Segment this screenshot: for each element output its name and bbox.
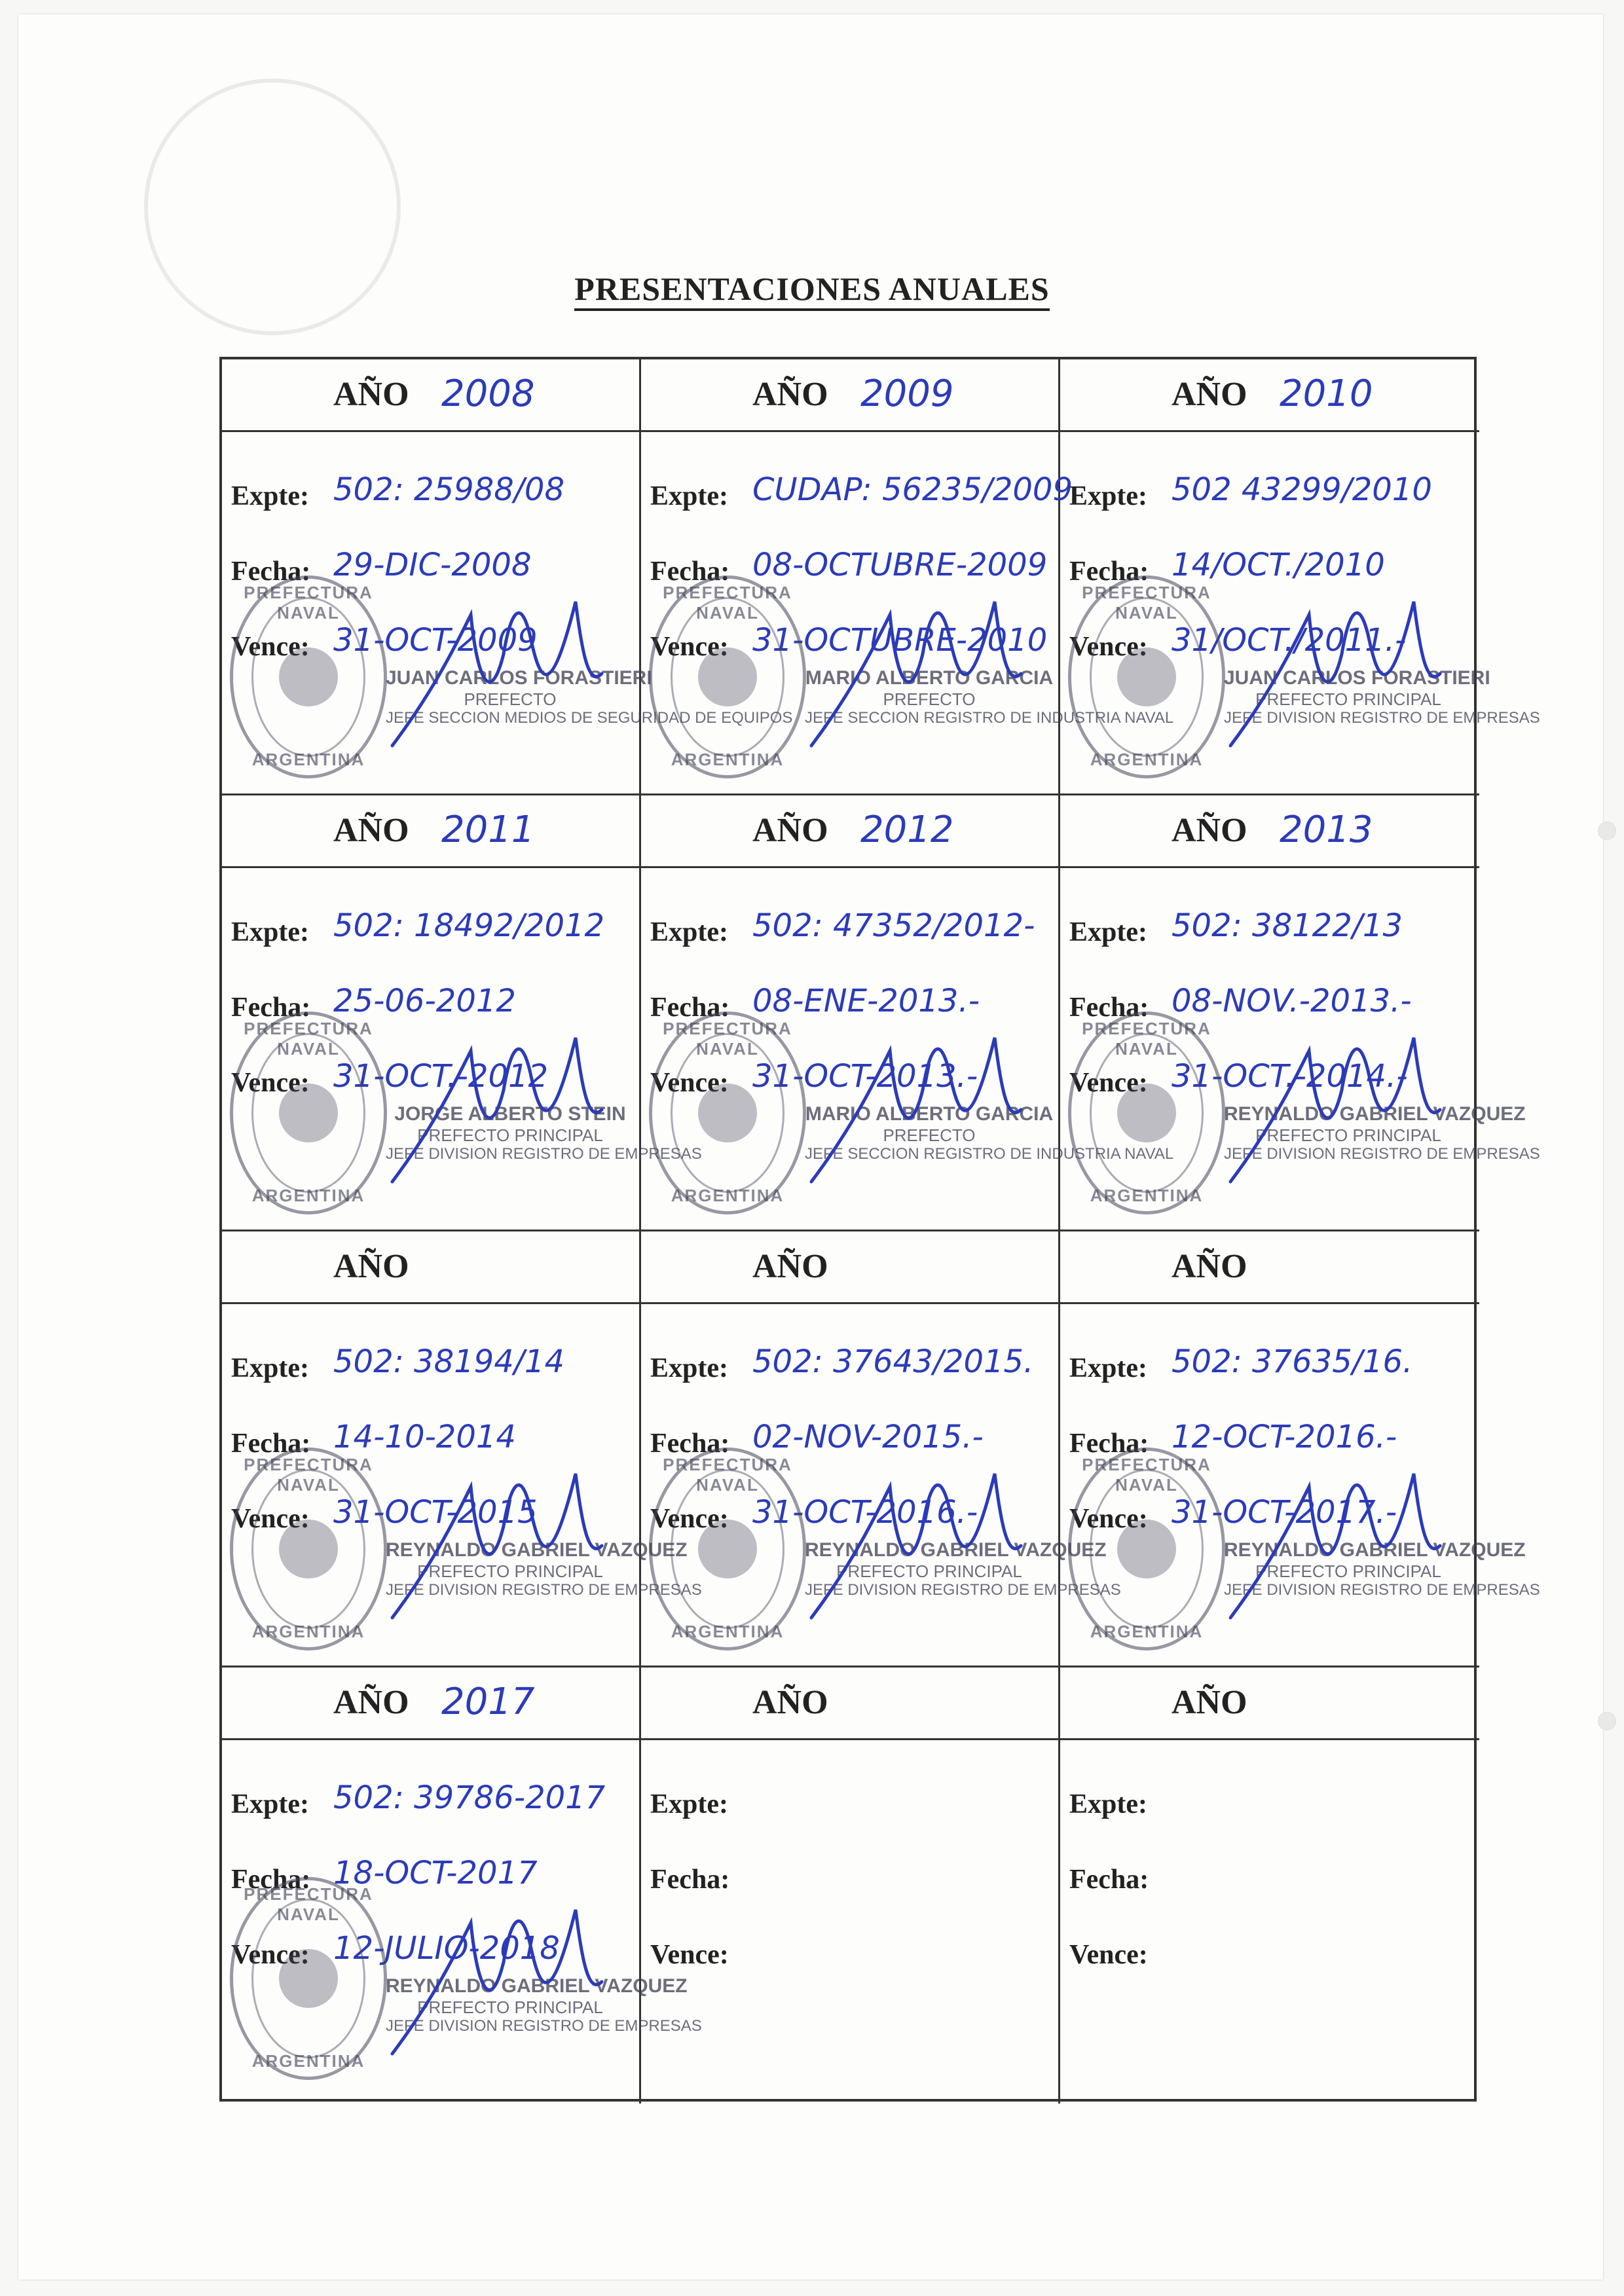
fecha-label: Fecha:	[650, 1865, 730, 1895]
fecha-value: 08-OCTUBRE-2009	[752, 547, 1048, 583]
fecha-value: 12-OCT-2016.-	[1172, 1419, 1397, 1455]
officer-stamp	[386, 667, 793, 727]
expte-label: Expte:	[1069, 917, 1147, 947]
officer-rank: PREFECTO PRINCIPAL	[1255, 1561, 1441, 1581]
vence-value: 31-OCT-2016.-	[752, 1494, 978, 1531]
officer-name: JUAN CARLOS FORASTIERI	[1224, 667, 1490, 689]
stamp-ring-text: ARGENTINA	[1090, 1622, 1204, 1641]
expte-label: Expte:	[231, 1353, 309, 1383]
officer-stamp	[805, 1539, 1121, 1599]
filing-cell	[222, 1231, 702, 1667]
expte-value: 502: 38194/14	[333, 1343, 564, 1380]
officer-unit: JEFE SECCION MEDIOS DE SEGURIDAD DE EQUIPOS	[386, 709, 793, 727]
fecha-value: 25-06-2012	[333, 983, 516, 1019]
year-header	[641, 795, 1058, 868]
punch-hole	[1598, 1712, 1616, 1730]
year-handwritten: 2011	[441, 809, 535, 851]
year-label: AÑO	[752, 1684, 828, 1721]
fecha-label: Fecha:	[650, 993, 730, 1023]
expte-label: Expte:	[650, 481, 728, 511]
stamp-ring-text: ARGENTINA	[671, 1186, 784, 1205]
year-label: AÑO	[1172, 812, 1247, 849]
officer-name: REYNALDO GABRIEL VAZQUEZ	[1224, 1539, 1526, 1561]
stamp-ring-text: ARGENTINA	[671, 750, 784, 769]
vence-value: 31-OCTUBRE-2010	[752, 622, 1048, 659]
filing-cell	[1060, 1231, 1540, 1667]
fecha-label: Fecha:	[231, 1865, 311, 1895]
year-label: AÑO	[1172, 1248, 1247, 1285]
coat-of-arms-icon	[279, 647, 338, 706]
stamp-ring-text: PREFECTURA NAVAL	[1082, 583, 1211, 623]
officer-unit: JEFE SECCION REGISTRO DE INDUSTRIA NAVAL	[805, 1145, 1174, 1163]
stamp-ring-text: PREFECTURA NAVAL	[663, 1019, 792, 1059]
year-label: AÑO	[752, 812, 828, 849]
stamp-ring-text: ARGENTINA	[671, 1622, 784, 1641]
year-header	[222, 1667, 639, 1740]
year-label: AÑO	[333, 1684, 409, 1721]
vence-value: 31-OCT-2013.-	[752, 1058, 978, 1095]
expte-label: Expte:	[650, 1789, 728, 1819]
vence-label: Vence:	[650, 1068, 729, 1098]
stamp-ring-text: ARGENTINA	[251, 1622, 365, 1641]
vence-label: Vence:	[231, 1940, 310, 1970]
year-handwritten: 2012	[860, 809, 954, 851]
officer-name: REYNALDO GABRIEL VAZQUEZ	[386, 1539, 688, 1561]
officer-unit: JEFE DIVISION REGISTRO DE EMPRESAS	[1224, 1145, 1540, 1163]
officer-name: MARIO ALBERTO GARCIA	[805, 667, 1054, 689]
vence-value: 31-OCT-2015	[333, 1494, 538, 1531]
year-header	[222, 1231, 639, 1304]
fecha-value: 18-OCT-2017	[333, 1855, 538, 1891]
expte-label: Expte:	[231, 917, 309, 947]
fecha-value: 29-DIC-2008	[333, 547, 532, 583]
expte-value: 502: 37635/16.	[1172, 1343, 1413, 1380]
vence-label: Vence:	[231, 632, 310, 662]
stamp-ring-text: PREFECTURA NAVAL	[244, 583, 373, 623]
coat-of-arms-icon	[698, 1520, 757, 1578]
filing-cell	[641, 359, 1174, 795]
year-label: AÑO	[333, 1248, 409, 1285]
coat-of-arms-icon	[279, 1084, 338, 1142]
filing-cell	[222, 795, 702, 1231]
officer-rank: PREFECTO PRINCIPAL	[417, 1125, 603, 1145]
fecha-value: 14/OCT./2010	[1172, 547, 1385, 583]
officer-name: REYNALDO GABRIEL VAZQUEZ	[1224, 1103, 1526, 1125]
fecha-label: Fecha:	[231, 1429, 311, 1459]
vence-value: 31-OCT-2017.-	[1172, 1494, 1397, 1531]
expte-label: Expte:	[1069, 1789, 1147, 1819]
officer-stamp	[386, 1103, 702, 1163]
expte-value: 502: 25988/08	[333, 471, 564, 508]
year-label: AÑO	[1172, 1684, 1247, 1721]
stamp-ring-text: PREFECTURA NAVAL	[1082, 1455, 1211, 1495]
stamp-ring-text: PREFECTURA NAVAL	[663, 1455, 792, 1495]
fecha-label: Fecha:	[231, 993, 311, 1023]
year-label: AÑO	[1172, 376, 1247, 413]
expte-value: CUDAP: 56235/2009	[752, 471, 1073, 508]
expte-value: 502: 37643/2015.	[752, 1343, 1034, 1380]
stamp-ring-text: PREFECTURA NAVAL	[244, 1019, 373, 1059]
fecha-label: Fecha:	[1069, 1865, 1149, 1895]
stamp-ring-text: PREFECTURA NAVAL	[663, 583, 792, 623]
year-label: AÑO	[333, 376, 409, 413]
stamp-ring-text: ARGENTINA	[251, 750, 365, 769]
officer-rank: PREFECTO	[464, 689, 557, 709]
year-handwritten: 2017	[441, 1681, 535, 1723]
year-handwritten: 2013	[1280, 809, 1373, 851]
officer-stamp	[805, 667, 1174, 727]
stamp-ring-text: PREFECTURA NAVAL	[1082, 1019, 1211, 1059]
officer-name: JUAN CARLOS FORASTIERI	[386, 667, 652, 689]
vence-label: Vence:	[650, 1504, 729, 1534]
coat-of-arms-icon	[1117, 1520, 1176, 1578]
filing-cell	[641, 1231, 1121, 1667]
fecha-value: 08-NOV.-2013.-	[1172, 983, 1412, 1019]
vence-label: Vence:	[231, 1068, 310, 1098]
officer-stamp	[386, 1975, 702, 2035]
year-header	[1060, 1231, 1479, 1304]
officer-name: REYNALDO GABRIEL VAZQUEZ	[805, 1539, 1107, 1561]
expte-value: 502: 38122/13	[1172, 907, 1403, 944]
expte-label: Expte:	[1069, 1353, 1147, 1383]
officer-rank: PREFECTO PRINCIPAL	[1255, 689, 1441, 709]
filing-cell	[641, 1667, 1060, 2104]
fecha-label: Fecha:	[650, 556, 730, 587]
officer-stamp	[805, 1103, 1174, 1163]
coat-of-arms-icon	[279, 1949, 338, 2008]
coat-of-arms-icon	[279, 1520, 338, 1578]
filing-cell	[641, 795, 1174, 1231]
officer-unit: JEFE DIVISION REGISTRO DE EMPRESAS	[386, 1145, 702, 1163]
prefectura-stamp	[230, 1877, 387, 2080]
year-header	[222, 359, 639, 432]
officer-stamp	[386, 1539, 702, 1599]
prefectura-stamp	[649, 1011, 806, 1214]
stamp-ring-text: ARGENTINA	[1090, 750, 1204, 769]
vence-label: Vence:	[1069, 1068, 1148, 1098]
filing-cell	[1060, 359, 1540, 795]
fecha-label: Fecha:	[1069, 1429, 1149, 1459]
year-handwritten: 2008	[441, 373, 535, 415]
expte-label: Expte:	[231, 1789, 309, 1819]
prefectura-stamp	[230, 1011, 387, 1214]
vence-value: 12-JULIO-2018	[333, 1930, 560, 1967]
vence-value: 31-OCT.-2012	[333, 1058, 549, 1095]
officer-rank: PREFECTO	[883, 689, 976, 709]
officer-rank: PREFECTO PRINCIPAL	[1255, 1125, 1441, 1145]
prefectura-stamp	[649, 1448, 806, 1650]
officer-unit: JEFE SECCION REGISTRO DE INDUSTRIA NAVAL	[805, 709, 1174, 727]
year-label: AÑO	[752, 376, 828, 413]
expte-value: 502 43299/2010	[1172, 471, 1432, 508]
punch-hole	[1598, 822, 1616, 840]
stamp-ring-text: ARGENTINA	[1090, 1186, 1204, 1205]
prefectura-stamp	[1068, 1011, 1225, 1214]
vence-label: Vence:	[650, 1940, 729, 1970]
expte-value: 502: 18492/2012	[333, 907, 605, 944]
year-header	[222, 795, 639, 868]
prefectura-stamp	[649, 575, 806, 778]
vence-label: Vence:	[1069, 632, 1148, 662]
coat-of-arms-icon	[698, 647, 757, 706]
expte-label: Expte:	[1069, 481, 1147, 511]
officer-name: JORGE ALBERTO STEIN	[394, 1103, 626, 1125]
filing-cell	[1060, 795, 1540, 1231]
fecha-value: 14-10-2014	[333, 1419, 516, 1455]
officer-stamp	[1224, 1539, 1540, 1599]
fecha-label: Fecha:	[231, 556, 311, 587]
year-header	[641, 1667, 1058, 1740]
year-handwritten: 2010	[1280, 373, 1373, 415]
officer-unit: JEFE DIVISION REGISTRO DE EMPRESAS	[386, 1581, 702, 1599]
year-header	[641, 1231, 1058, 1304]
coat-of-arms-icon	[1117, 647, 1176, 706]
fecha-label: Fecha:	[650, 1429, 730, 1459]
expte-label: Expte:	[650, 917, 728, 947]
officer-unit: JEFE DIVISION REGISTRO DE EMPRESAS	[386, 2017, 702, 2035]
coat-of-arms-icon	[1117, 1084, 1176, 1142]
filing-cell	[1060, 1667, 1479, 2104]
stamp-ring-text: ARGENTINA	[251, 1186, 365, 1205]
officer-rank: PREFECTO	[883, 1125, 976, 1145]
document-title: PRESENTACIONES ANUALES	[0, 270, 1624, 308]
year-header	[1060, 359, 1479, 432]
officer-unit: JEFE DIVISION REGISTRO DE EMPRESAS	[1224, 709, 1540, 727]
officer-unit: JEFE DIVISION REGISTRO DE EMPRESAS	[1224, 1581, 1540, 1599]
year-header	[1060, 795, 1479, 868]
prefectura-stamp	[230, 1448, 387, 1650]
expte-label: Expte:	[650, 1353, 728, 1383]
officer-unit: JEFE DIVISION REGISTRO DE EMPRESAS	[805, 1581, 1121, 1599]
fecha-label: Fecha:	[1069, 993, 1149, 1023]
officer-stamp	[1224, 1103, 1540, 1163]
vence-value: 31/OCT./2011.-	[1172, 622, 1407, 659]
year-label: AÑO	[333, 812, 409, 849]
expte-label: Expte:	[231, 481, 309, 511]
filing-cell	[222, 359, 793, 795]
expte-value: 502: 39786-2017	[333, 1779, 606, 1816]
prefectura-stamp	[1068, 1448, 1225, 1650]
year-header	[1060, 1667, 1479, 1740]
expte-value: 502: 47352/2012-	[752, 907, 1035, 944]
vence-value: 31-OCT.-2014.-	[1172, 1058, 1408, 1095]
year-header	[641, 359, 1058, 432]
officer-stamp	[1224, 667, 1540, 727]
vence-label: Vence:	[650, 632, 729, 662]
filing-cell	[222, 1667, 702, 2104]
officer-name: MARIO ALBERTO GARCIA	[805, 1103, 1054, 1125]
officer-rank: PREFECTO PRINCIPAL	[417, 1561, 603, 1581]
stamp-ring-text: ARGENTINA	[251, 2051, 365, 2071]
coat-of-arms-icon	[698, 1084, 757, 1142]
stamp-ring-text: PREFECTURA NAVAL	[244, 1884, 373, 1924]
stamp-ring-text: PREFECTURA NAVAL	[244, 1455, 373, 1495]
fecha-value: 02-NOV-2015.-	[752, 1419, 984, 1455]
year-handwritten: 2009	[860, 373, 954, 415]
fecha-label: Fecha:	[1069, 556, 1149, 587]
vence-label: Vence:	[1069, 1940, 1148, 1970]
officer-rank: PREFECTO PRINCIPAL	[417, 1997, 603, 2017]
fecha-value: 08-ENE-2013.-	[752, 983, 980, 1019]
vence-value: 31-OCT-2009	[333, 622, 538, 659]
prefectura-stamp	[1068, 575, 1225, 778]
prefectura-stamp	[230, 575, 387, 778]
year-label: AÑO	[752, 1248, 828, 1285]
vence-label: Vence:	[1069, 1504, 1148, 1534]
officer-name: REYNALDO GABRIEL VAZQUEZ	[386, 1975, 688, 1997]
officer-rank: PREFECTO PRINCIPAL	[836, 1561, 1022, 1581]
vence-label: Vence:	[231, 1504, 310, 1534]
filings-grid	[219, 357, 1540, 2102]
